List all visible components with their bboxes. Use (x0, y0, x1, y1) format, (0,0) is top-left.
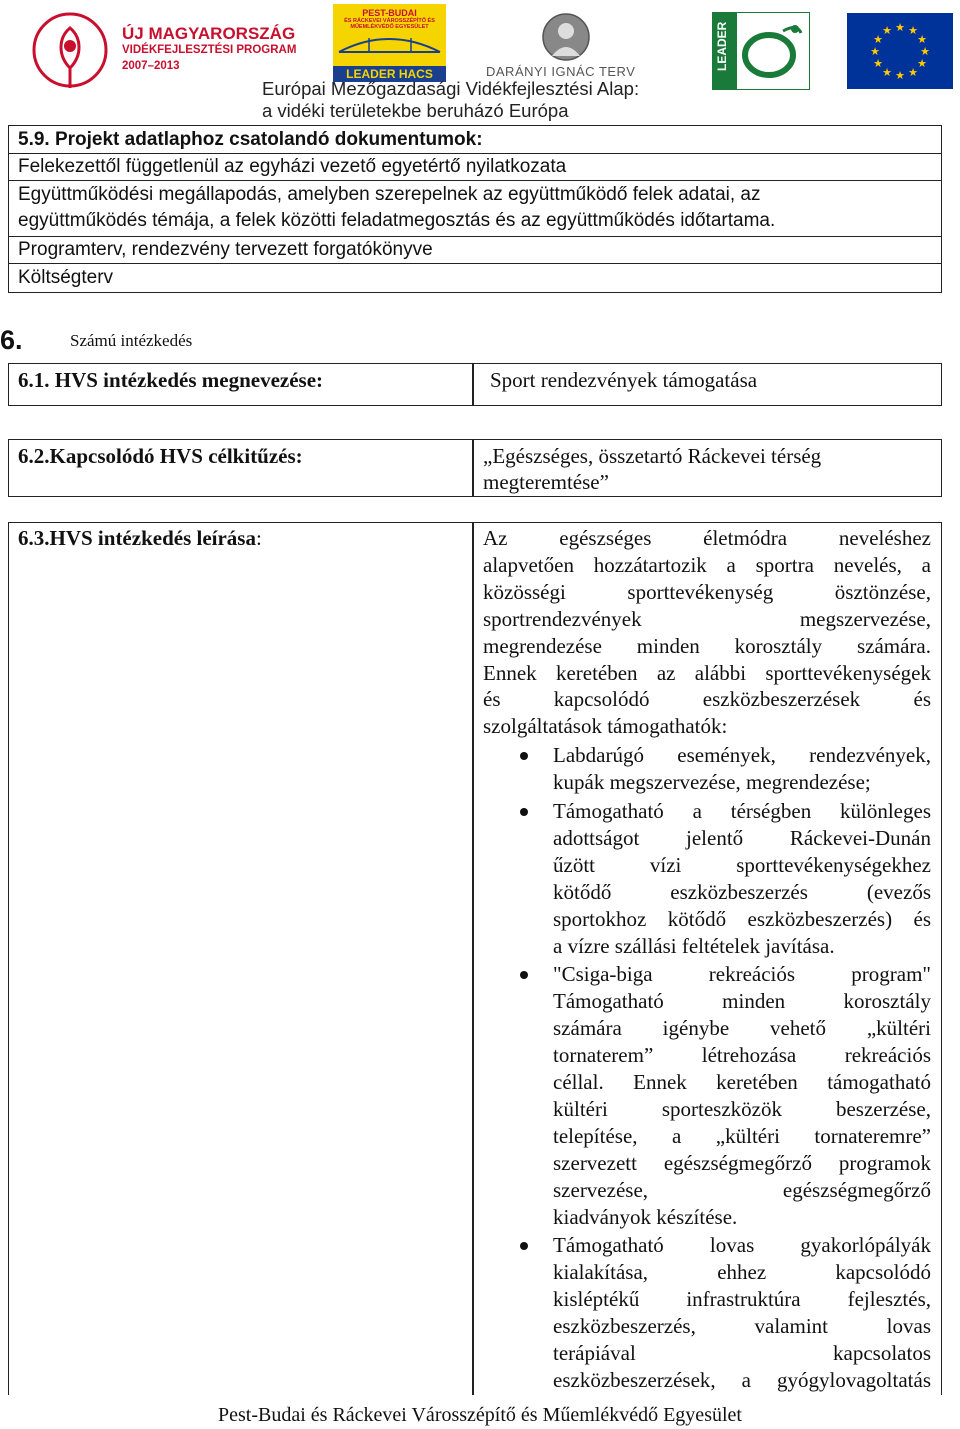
svg-text:★: ★ (882, 24, 892, 37)
pest-budai-logo-title: PEST-BUDAI (362, 8, 417, 18)
field-6-2-value-line1: „Egészséges, összetartó Ráckevei térség (483, 444, 822, 468)
field-6-2-value-line2: megteremtése” (483, 470, 609, 494)
svg-text:★: ★ (873, 57, 883, 70)
bullet-line: eszközbeszerzés, valamint lovas (553, 1314, 931, 1339)
documents-row: Felekezettől függetlenül az egyházi vezető egyetértő nyilatkozata (18, 156, 567, 177)
field-6-2-label: 6.2.Kapcsolódó HVS célkitűzés: (18, 444, 303, 468)
section-label: Számú intézkedés (70, 331, 193, 350)
field-6-3-label-colon: : (255, 526, 262, 550)
uj-magyarorszag-flower-icon (28, 8, 118, 94)
leader-plant-icon (739, 19, 807, 83)
bullet-line: Támogatható a térségben különleges (553, 799, 931, 823)
bullet-line: kültéri sporteszközök beszerzése, (553, 1096, 931, 1121)
documents-row: Együttműködési megállapodás, amelyben szerepelnek az együttműködő felek adatai, az (18, 184, 761, 205)
bullet-line: Támogatható lovas gyakorlópályák (553, 1233, 931, 1258)
svg-text:★: ★ (870, 45, 880, 58)
description-line: és kapcsolódó eszközbeszerzések és (483, 687, 931, 712)
uj-magyarorszag-years: 2007–2013 (122, 60, 180, 72)
table-divider (8, 236, 942, 237)
documents-row: Költségterv (18, 267, 114, 288)
daranyi-label: DARÁNYI IGNÁC TERV (486, 64, 636, 79)
leader-logo-text: LEADER (715, 21, 729, 71)
svg-text:★: ★ (917, 57, 927, 70)
bullet-line: terápiával kapcsolatos (553, 1341, 931, 1365)
svg-text:★: ★ (908, 24, 918, 37)
pest-budai-logo-sub1: ÉS RÁCKEVEI VÁROSSZÉPÍTŐ ÉS (344, 18, 435, 24)
table-divider (8, 263, 942, 264)
column-divider (472, 363, 474, 406)
table-divider (8, 153, 942, 154)
bullet-line: kötődő eszközbeszerzés (evezős (553, 879, 931, 904)
bullet-line: szervezése, egészségmegőrző (553, 1177, 931, 1202)
bullet-line: adottságot jelentő Ráckevei-Dunán (553, 825, 931, 850)
description-line: megrendezése minden korosztály számára. (483, 633, 931, 658)
field-6-1-value: Sport rendezvények támogatása (490, 368, 758, 392)
eu-slogan-line1: Európai Mezőgazdasági Vidékfejlesztési Alap: (262, 78, 640, 99)
field-6-3-label-text: 6.3.HVS intézkedés leírása (18, 526, 256, 550)
bullet-line: telepítése, a „kültéri tornateremre” (553, 1123, 931, 1148)
bullet-line: Támogatható minden korosztály (553, 989, 931, 1014)
bullet-line: sportokhoz kötődő eszközbeszerzés) és (553, 906, 931, 931)
svg-text:★: ★ (908, 66, 918, 79)
documents-row: együttműködés témája, a felek közötti feladatmegosztás és az együttműködés időtartama. (18, 210, 776, 231)
description-line: közösségi sporttevékenység ösztönzése, (483, 579, 931, 604)
svg-text:★: ★ (882, 66, 892, 79)
pest-budai-logo-band: LEADER HACS (333, 66, 446, 82)
field-6-3-label (18, 525, 262, 552)
column-divider (472, 522, 474, 1395)
description-line: sportrendezvények megszervezése, (483, 606, 931, 631)
page-footer: Pest-Budai és Ráckevei Városszépítő és Műemlékvédő Egyesület (218, 1404, 742, 1426)
documents-row: Programterv, rendezvény tervezett forgatókönyve (18, 239, 433, 260)
bullet-line: kisléptékű infrastruktúra fejlesztés, (553, 1287, 931, 1312)
svg-text:★: ★ (873, 33, 883, 46)
uj-magyarorszag-subtitle: VIDÉKFEJLESZTÉSI PROGRAM (122, 44, 297, 56)
bullet-line: kialakítása, ehhez kapcsolódó (553, 1260, 931, 1285)
pest-budai-logo (333, 4, 446, 82)
bullet-line: kupák megszervezése, megrendezése; (553, 770, 871, 795)
column-divider (472, 439, 474, 497)
bullet-line: Labdarúgó események, rendezvények, (553, 743, 931, 768)
uj-magyarorszag-title: ÚJ MAGYARORSZÁG (122, 24, 296, 43)
bullet-line: "Csiga-biga rekreációs program" (553, 962, 931, 987)
bullet-line: tornaterem” létrehozása rekreációs (553, 1043, 931, 1068)
bullet-icon (520, 808, 528, 816)
description-line: alapvetően hozzátartozik a sportra nevelés, a (483, 552, 931, 577)
documents-table-title: 5.9. Projekt adatlaphoz csatolandó dokumentumok: (18, 129, 483, 150)
bullet-line: a vízre szállási feltételek javítása. (553, 933, 835, 958)
leader-logo (712, 12, 810, 90)
description-line: Az egészséges életmódra neveléshez (483, 526, 931, 550)
eu-slogan-line2: a vidéki területekbe beruházó Európa (262, 100, 569, 121)
bullet-line: számára igénybe vehető „kültéri (553, 1016, 931, 1041)
eu-flag-icon (847, 13, 953, 89)
bullet-line: eszközbeszerzések, a gyógylovagoltatás (553, 1367, 931, 1392)
svg-text:★: ★ (917, 33, 927, 46)
bullet-line: űzött vízi sporttevékenységekhez (553, 852, 931, 877)
svg-text:★: ★ (895, 69, 905, 82)
pest-budai-logo-sub2: MŰEMLÉKVÉDŐ EGYESÜLET (350, 24, 429, 30)
bullet-line: kiadványok készítése. (553, 1204, 738, 1229)
field-6-1-label: 6.1. HVS intézkedés megnevezése: (18, 368, 324, 392)
section-number: 6. (0, 325, 23, 355)
description-line: Ennek keretében az alábbi sporttevékenységek (483, 660, 931, 685)
bullet-line: szervezett egészségmegőrző programok (553, 1150, 931, 1175)
svg-text:★: ★ (920, 45, 930, 58)
description-line: szolgáltatások támogathatók: (483, 714, 728, 739)
bridge-icon (333, 30, 446, 56)
bullet-line: céllal. Ennek keretében támogatható (553, 1070, 931, 1094)
daranyi-portrait-icon (541, 12, 591, 62)
header-logos (0, 0, 960, 125)
table-divider (8, 180, 942, 181)
svg-text:★: ★ (895, 21, 905, 34)
